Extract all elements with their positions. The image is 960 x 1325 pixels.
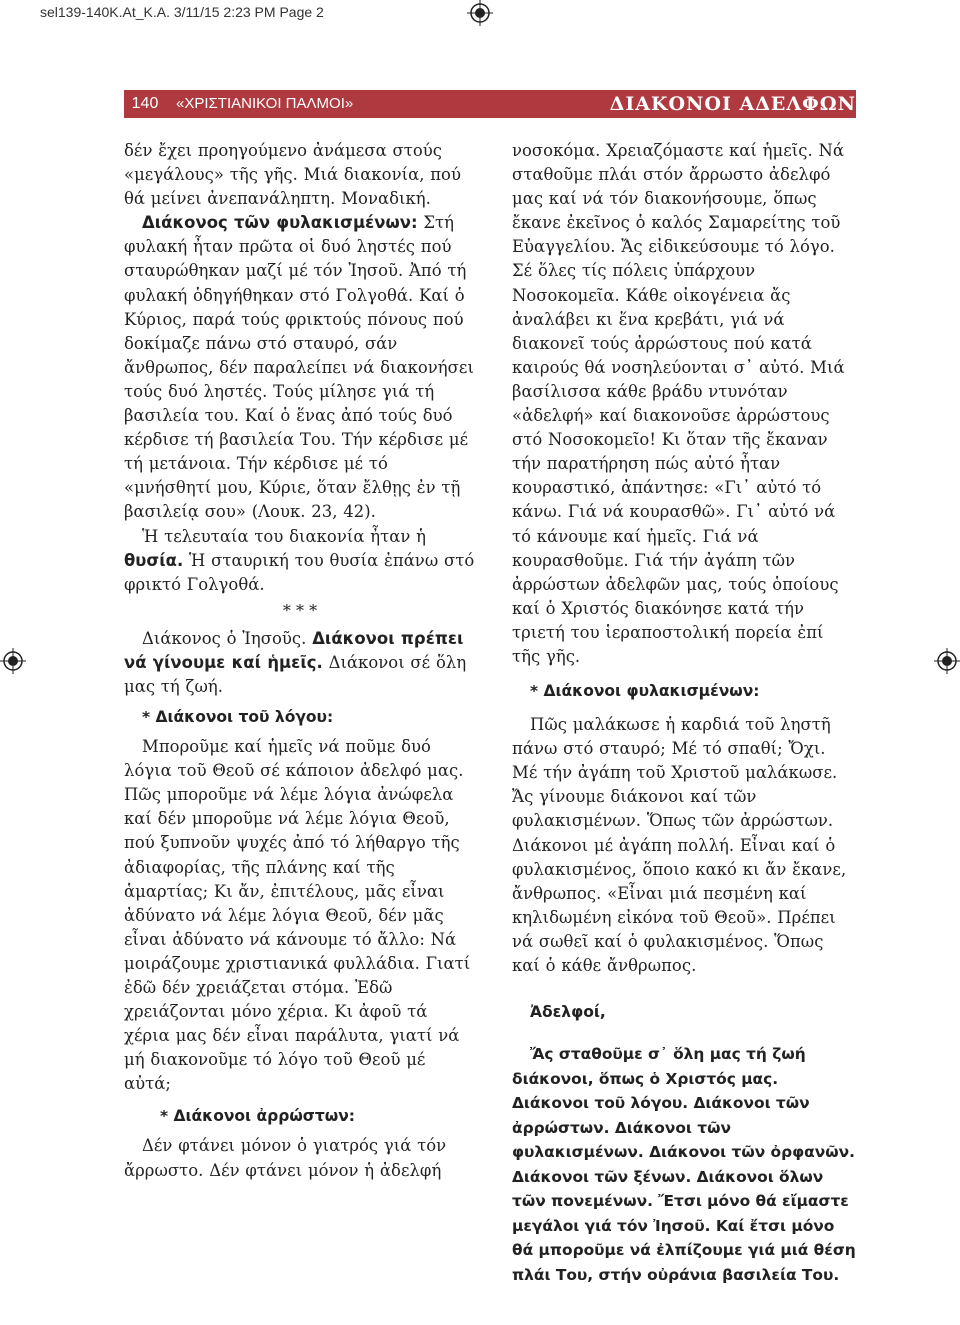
inline-heading: Διάκονος τῶν φυλακισμένων:: [142, 213, 418, 233]
paragraph-text: Ἡ σταυρική του θυσία ἐπάνω στό φρικτό Γολγοθά.: [124, 550, 475, 594]
paragraph: δέν ἔχει προηγούμενο ἀνάμεσα στούς «μεγάλους» τῆς γῆς. Μιά διακονία, πού θά μείνει ἀνεπανάληπτη. Μοναδική.: [124, 141, 461, 209]
paragraph-text: Ἡ τελευταία του διακονία ἦταν ἡ: [142, 526, 426, 546]
paragraph: Δέν φτάνει μόνον ὁ γιατρός γιά τόν ἄρρωστο. Δέν φτάνει μόνον ἡ ἀδελφή: [124, 1136, 447, 1180]
paragraph: Μποροῦμε καί ἡμεῖς νά ποῦμε δυό λόγια τοῦ Θεοῦ σέ κάποιον ἀδελφό μας. Πῶς μποροῦμε νά λέμε λόγια ἀνώφελα καί δέν μποροῦμε νά λέμε λόγια Θεοῦ, πού ξυπνοῦν ψυχές ἀπό τό λήθαργο τῆς ἀδιαφορίας, τῆς πλάνης καί τῆς ἁμαρτίας; Κι ἄν, ἐπιτέλους, μᾶς εἶναι ἀδύνατο νά λέμε λόγια Θεοῦ, δέν μᾶς εἶναι ἀδύνατο νά κάνουμε τό ἄλλο: Νά μοιράζουμε χριστιανικά φυλλάδια. Γιατί ἐδῶ δέν χρειάζεται στόμα. Ἐδῶ χρειάζονται μόνο χέρια. Κι ἀφοῦ τά χέρια μας δέν εἶναι παράλυτα, γιατί νά μή διακονοῦμε τό λόγο τοῦ Θεοῦ μέ αὐτά;: [124, 737, 471, 1094]
page-number: 140: [131, 95, 159, 112]
registration-mark-icon: [467, 0, 493, 26]
print-slug: sel139-140K.At_K.A. 3/11/15 2:23 PM Page 2: [40, 4, 324, 20]
right-column: [512, 139, 856, 1287]
paragraph-text: Διάκονοι σέ ὅλη μας τή ζωή.: [124, 652, 467, 696]
emphasis: θυσία.: [124, 550, 184, 570]
registration-mark-icon: [934, 648, 960, 674]
header-title: ΔΙΑΚΟΝΟΙ ΑΔΕΛΦΩΝ: [609, 93, 856, 115]
emphasis: Διάκονοι πρέπει νά γίνουμε καί ἡμεῖς.: [124, 628, 464, 672]
subheading: * Διάκονοι φυλακισμένων:: [530, 682, 760, 701]
paragraph: [124, 627, 476, 699]
paragraph: νοσοκόμα. Χρειαζόμαστε καί ἡμεῖς. Νά σταθοῦμε πλάι στόν ἄρρωστο ἀδελφό μας καί νά τόν διακονήσουμε, ὅπως ἔκανε ἐκεῖνος ὁ καλός Σαμαρείτης τοῦ Εὐαγγελίου. Ἄς εἰδικεύσουμε τό λόγο. Σέ ὅλες τίς πόλεις ὑπάρχουν Νοσοκομεῖα. Κάθε οἰκογένεια ἄς ἀναλάβει κι ἕνα κρεβάτι, γιά νά διακονεῖ τούς ἀρρώστους πού κατά καιρούς θά νοσηλεύονται σ᾽ αὐτό. Μιά βασίλισσα κάθε βράδυ ντυνόταν «ἀδελφή» καί διακονοῦσε ἀρρώστους στό Νοσοκομεῖο! Κι ὅταν τῆς ἔκαναν τήν παρατήρηση πώς αὐτό ἦταν κουραστικό, ἀπάντησε: «Γι᾽ αὐτό τό κάνω. Γιά νά κουρασθῶ». Γι᾽ αὐτό νά τό κάνουμε καί ἡμεῖς. Γιά νά κουρασθοῦμε. Γιά τήν ἀγάπη τῶν ἀρρώστων ἀδελφῶν μας, τούς ὁποίους καί ὁ Χριστός διακόνησε κατά τήν τριετή του ἱεραποστολική πορεία ἐπί τῆς γῆς.: [512, 141, 845, 666]
paragraph: [124, 525, 476, 597]
registration-mark-icon: [0, 648, 26, 674]
subheading: * Διάκονοι τοῦ λόγου:: [142, 708, 334, 727]
subheading: Ἀδελφοί,: [530, 1003, 606, 1022]
subheading: * Διάκονοι ἀρρώστων:: [160, 1107, 355, 1126]
paragraph-text: Διάκονος ὁ Ἰησοῦς.: [142, 628, 313, 648]
left-column: [124, 139, 476, 1183]
paragraph-text: Στή φυλακή ἦταν πρῶτα οἱ δυό ληστές πού σταυρώθηκαν μαζί μέ τόν Ἰησοῦ. Ἀπό τή φυλακή ὁδηγήθηκαν στό Γολγοθά. Καί ὁ Κύριος, παρά τούς φρικτούς πόνους πού δοκίμαζε πάνω στό σταυρό, σάν ἄνθρωπος, δέν παραλείπει νά διακονήσει τούς δυό ληστές. Τούς μίλησε γιά τή βασιλεία του. Καί ὁ ἕνας ἀπό τούς δυό κέρδισε τή βασιλεία Του. Τήν κέρδισε μέ τή μετάνοια. Τήν κέρδισε μέ τό «μνήσθητί μου, Κύριε, ὅταν ἔλθῃς ἐν τῇ βασιλείᾳ σου» (Λουκ. 23, 42).: [124, 213, 474, 522]
closing-paragraph: Ἄς σταθοῦμε σ᾽ ὅλη μας τή ζωή διάκονοι, ὅπως ὁ Χριστός μας. Διάκονοι τοῦ λόγου. Διάκονοι τῶν ἀρρώστων. Διάκονοι τῶν φυλακισμένων. Διάκονοι τῶν ὀρφανῶν. Διάκονοι τῶν ξένων. Διάκονοι ὅλων τῶν πονεμένων. Ἔτσι μόνο θά εἴμαστε μεγάλοι γιά τόν Ἰησοῦ. Καί ἔτσι μόνο θά μποροῦμε νά ἐλπίζουμε γιά μιά θέση πλάι Του, στήν οὐράνια βασιλεία Του.: [512, 1045, 856, 1284]
section-title: «ΧΡΙΣΤΙΑΝΙΚΟΙ ΠΑΛΜΟΙ»: [176, 95, 354, 112]
paragraph: [124, 211, 476, 524]
section-divider: * * *: [282, 600, 318, 620]
paragraph: Πῶς μαλάκωσε ἡ καρδιά τοῦ ληστῆ πάνω στό σταυρό; Μέ τό σπαθί; Ὄχι. Μέ τήν ἀγάπη τοῦ Χριστοῦ μαλάκωσε. Ἄς γίνουμε διάκονοι καί τῶν φυλακισμένων. Ὅπως τῶν ἀρρώστων. Διάκονοι μέ ἀγάπη πολλή. Εἶναι καί ὁ φυλακισμένος, ὅποιο κακό κι ἄν ἔκανε, ἄνθρωπος. «Εἶναι μιά πεσμένη καί κηλιδωμένη εἰκόνα τοῦ Θεοῦ». Πρέπει νά σωθεῖ καί ὁ φυλακισμένος. Ὅπως καί ὁ κάθε ἄνθρωπος.: [512, 715, 847, 975]
